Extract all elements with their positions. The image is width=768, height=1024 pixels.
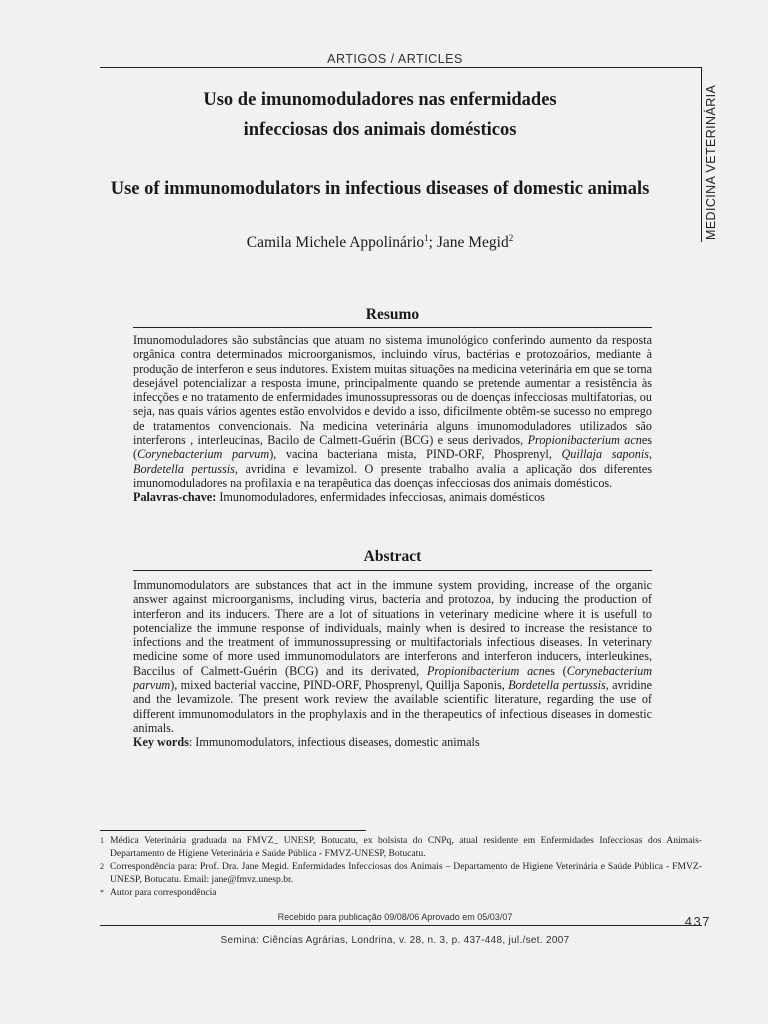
resumo-text: ), vacina bacteriana mista, PIND-ORF, Phosprenyl, (269, 447, 562, 462)
abstract-body (133, 578, 652, 750)
abstract-text: Immunomodulators are substances that act in the immune system providing, increase of the organic answer against microorganisms, including virus, bacteria and protozoa, by inducing the production of interferon and its inducers. There are a lot of situations in veterinary medicine where it is usefull to potencialize the immune response of individuals, mainly when is desired to increase the resistance to infections and the treatment of immunossupressing or multifactorials infectious diseases. In veterinary medicine some of more used immunomodulators are interferons and interferon inducers, interleukines, Baccilus of Calmett-Guérin (BCG) and its derivated, (133, 578, 652, 678)
abstract-text: ), mixed bacterial vaccine, PIND-ORF, Phosprenyl, Quillja Saponis, (170, 678, 509, 693)
abstract-species-1: Propionibacterium acn (426, 663, 545, 678)
abstract-keywords: : Immunomodulators, infectious diseases, domestic animals (188, 735, 480, 750)
page-number: 437 (684, 914, 711, 929)
abstract-keywords-label: Key words (133, 735, 189, 750)
resumo-species-2: Corynebacterium parvum (137, 447, 270, 462)
resumo-heading: Resumo (365, 306, 420, 323)
resumo-text: , avridina e levamizol. O presente trabalho avalia a aplicação dos diferentes imunomoduladores na profilaxia e na terapêutica das doenças infecciosas dos animais domésticos. (133, 461, 653, 490)
title-portuguese-line-2: infecciosas dos animais domésticos (243, 120, 517, 140)
title-english: Use of immunomodulators in infectious diseases of domestic animals (110, 179, 650, 199)
footnote-divider (100, 830, 366, 831)
header-divider (100, 67, 702, 68)
received-dates: Recebido para publicação 09/08/06 Aprovado em 05/03/07 (277, 912, 513, 922)
abstract-heading: Abstract (363, 548, 422, 565)
author-separator: ; (428, 234, 437, 251)
footnote-mark: * (100, 888, 104, 897)
section-label: ARTIGOS / ARTICLES (327, 52, 463, 66)
abstract-text: es ( (544, 663, 567, 678)
footer-divider (100, 925, 702, 926)
footnote-text: Médica Veterinária graduada na FMVZ_ UNESP, Botucatu, ex bolsista do CNPq, atual residente em Enfermidades Infecciosas dos Animais- Departamento de Higiene Veterinária e Saúde Pública - FMVZ-UNESP, Botucatu. (110, 835, 702, 859)
authors-line (80, 234, 680, 252)
footnote-mark: 1 (100, 836, 104, 845)
author-1-affiliation: 1 (424, 232, 429, 243)
side-section-label-text: MEDICINA VETERINÁRIA (704, 84, 718, 240)
footnote-mark: 2 (100, 862, 104, 871)
title-portuguese-line-1: Uso de imunomoduladores nas enfermidades (203, 90, 557, 110)
resumo-text: Imunomoduladores são substâncias que atuam no sistema imunológico conferindo aumento da resposta orgânica contra determinados microorganismos, incluindo vírus, bactérias e protozoários, mediante à produção de interferon e seus indutores. Existem muitas situações na medicina veterinária em que se torna desejável potencializar a resposta imune, principalmente quando se pretende aumentar a resistência às infecções e no tratamento de enfermidades imunossupressoras ou de doenças infecciosas multifatorias, ou seja, nas quais vários agentes estão envolvidos e devido a isso, dificilmente obtêm-se sucesso no emprego de tratamentos convencionais. Na medicina veterinária alguns imunomoduladores utilizados são interferons , interleucinas, Bacilo de Calmett-Guérin (BCG) e seus derivados, (133, 333, 652, 448)
resumo-keywords: Imunomoduladores, enfermidades infecciosas, animais domésticos (216, 490, 545, 505)
footnote-text: Autor para correspondência (110, 887, 217, 898)
footnote-2 (100, 861, 702, 887)
resumo-body (133, 333, 652, 505)
abstract-text: , avridine and the levamizole. The present work review the available scientific literature, regarding the use of different immunomodulators in the prophylaxis and in the therapeutics of infectious diseases in domestic animals. (133, 678, 652, 735)
resumo-text: es ( (133, 433, 652, 462)
resumo-keywords-label: Palavras-chave: (133, 490, 217, 505)
author-2: Jane Megid (436, 234, 509, 251)
footnote-3 (100, 887, 702, 900)
journal-citation: Semina: Ciências Agrárias, Londrina, v. 28, n. 3, p. 437-448, jul./set. 2007 (220, 935, 570, 946)
resumo-species-3: Quillaja saponis, Bordetella pertussis (133, 447, 653, 476)
abstract-divider (133, 570, 652, 571)
abstract-species-3: Bordetella pertussis (508, 678, 606, 693)
author-1: Camila Michele Appolinário (246, 234, 425, 251)
footnote-text: Correspondência para: Prof. Dra. Jane Megid. Enfermidades Infecciosas dos Animais – Departamento de Higiene Veterinária e Saúde Pública - FMVZ-UNESP, Botucatu. Email: jane@fmvz.unesp.br. (110, 861, 702, 885)
abstract-species-2: Corynebacterium parvum (133, 663, 653, 693)
resumo-species-1: Propionibacterium acn (527, 433, 642, 448)
side-divider (701, 67, 702, 242)
footnote-1 (100, 835, 702, 861)
author-2-affiliation: 2 (508, 232, 514, 243)
side-section-label (704, 72, 720, 240)
resumo-divider (133, 327, 652, 328)
